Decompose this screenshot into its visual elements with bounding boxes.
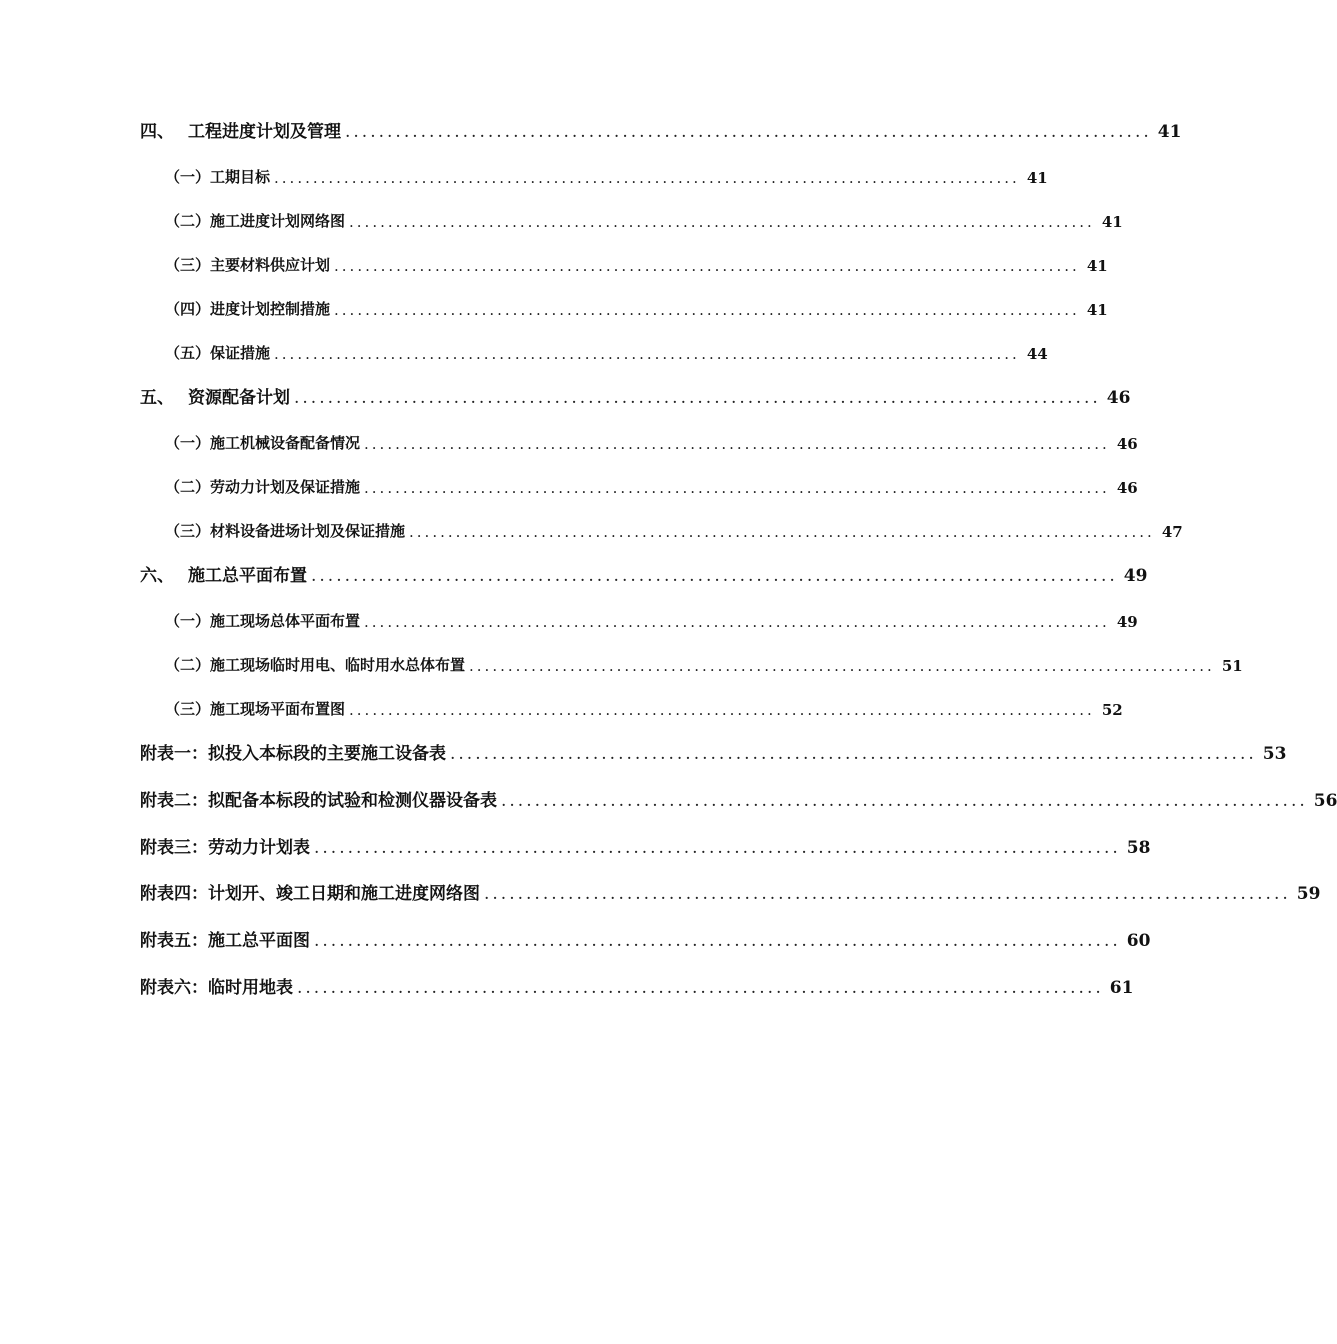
toc-entry-title: （三）材料设备进场计划及保证措施 (165, 522, 406, 540)
toc-entry (165, 691, 1123, 719)
toc-entry (140, 830, 1151, 858)
toc-entry-title: 施工总平面布置 (188, 566, 307, 586)
toc-entry (165, 647, 1243, 675)
toc-entry-title: 附表一：拟投入本标段的主要施工设备表 (140, 744, 446, 764)
toc-entry-title: （二）劳动力计划及保证措施 (165, 478, 361, 496)
dot-leader: ................................................................................................ (345, 122, 1152, 142)
toc-entry (165, 159, 1048, 187)
toc-entry-title: （三）施工现场平面布置图 (165, 700, 346, 718)
toc-entry-page: 41 (1026, 169, 1048, 187)
toc-entry (140, 923, 1151, 951)
toc-entry (165, 603, 1138, 631)
toc-entry-title: 附表五：施工总平面图 (140, 931, 310, 951)
dot-leader: ................................................................................................ (484, 884, 1291, 904)
dot-leader: ................................................................................................ (274, 169, 1020, 187)
toc-entry-page: 60 (1126, 931, 1151, 951)
toc-entry (165, 247, 1108, 275)
toc-entry (140, 876, 1321, 904)
toc-entry-page: 47 (1161, 523, 1183, 541)
toc-entry-page: 59 (1296, 884, 1321, 904)
dot-leader: ................................................................................................ (334, 301, 1080, 319)
toc-entry-page: 51 (1221, 657, 1243, 675)
toc-entry-page: 53 (1262, 744, 1287, 764)
toc-entry-title: 附表六：临时用地表 (140, 978, 293, 998)
dot-leader: ................................................................................................ (274, 345, 1020, 363)
toc-entry-page: 46 (1116, 435, 1138, 453)
toc-entry-title: 资源配备计划 (188, 388, 290, 408)
toc-entry-page: 49 (1116, 613, 1138, 631)
toc-entry (140, 380, 1131, 408)
toc-entry (165, 513, 1183, 541)
toc-entry-page: 56 (1313, 791, 1337, 811)
toc-entry (165, 291, 1108, 319)
dot-leader: ................................................................................................ (294, 388, 1101, 408)
toc-entry-page: 41 (1101, 213, 1123, 231)
toc-entry-page: 41 (1086, 257, 1108, 275)
dot-leader: ................................................................................................ (311, 566, 1118, 586)
toc-entry-page: 41 (1086, 301, 1108, 319)
toc-entry-title: （二）施工现场临时用电、临时用水总体布置 (165, 656, 466, 674)
toc-entry-title: （一）工期目标 (165, 168, 271, 186)
toc-entry (165, 203, 1123, 231)
toc-entry-title: 附表四：计划开、竣工日期和施工进度网络图 (140, 884, 480, 904)
toc-entry-title: 附表三：劳动力计划表 (140, 838, 310, 858)
toc-entry (165, 335, 1048, 363)
toc-entry-page: 44 (1026, 345, 1048, 363)
toc-entry-page: 52 (1101, 701, 1123, 719)
toc-entry-page: 46 (1116, 479, 1138, 497)
dot-leader: ................................................................................................ (349, 213, 1095, 231)
toc-entry-page: 46 (1106, 388, 1131, 408)
toc-entry-title: 工程进度计划及管理 (188, 122, 341, 142)
toc-entry-title: （五）保证措施 (165, 344, 271, 362)
toc-entry-prefix: 五、 (140, 388, 174, 408)
toc-entry-title: （一）施工现场总体平面布置 (165, 612, 361, 630)
dot-leader: ................................................................................................ (364, 435, 1110, 453)
toc-entry-page: 58 (1126, 838, 1151, 858)
dot-leader: ................................................................................................ (349, 701, 1095, 719)
toc-entry-title: （二）施工进度计划网络图 (165, 212, 346, 230)
toc-entry (140, 736, 1287, 764)
toc-entry-page: 41 (1157, 122, 1182, 142)
toc-entry-title: 附表二：拟配备本标段的试验和检测仪器设备表 (140, 791, 497, 811)
dot-leader: ................................................................................................ (409, 523, 1155, 541)
toc-entry (140, 970, 1134, 998)
dot-leader: ................................................................................................ (469, 657, 1215, 675)
toc-entry-prefix: 六、 (140, 566, 174, 586)
toc-entry-title: （三）主要材料供应计划 (165, 256, 331, 274)
dot-leader: ................................................................................................ (334, 257, 1080, 275)
toc-entry (165, 469, 1138, 497)
toc-entry (140, 783, 1337, 811)
dot-leader: ................................................................................................ (501, 791, 1308, 811)
dot-leader: ................................................................................................ (314, 931, 1121, 951)
toc-entry-title: （四）进度计划控制措施 (165, 300, 331, 318)
toc-entry-page: 61 (1109, 978, 1134, 998)
dot-leader: ................................................................................................ (364, 479, 1110, 497)
toc-entry (165, 425, 1138, 453)
toc-entry-title: （一）施工机械设备配备情况 (165, 434, 361, 452)
dot-leader: ................................................................................................ (450, 744, 1257, 764)
toc-entry (140, 558, 1148, 586)
toc-entry-page: 49 (1123, 566, 1148, 586)
dot-leader: ................................................................................................ (364, 613, 1110, 631)
dot-leader: ................................................................................................ (314, 838, 1121, 858)
dot-leader: ................................................................................................ (297, 978, 1104, 998)
toc-entry (140, 114, 1182, 142)
toc-entry-prefix: 四、 (140, 122, 174, 142)
